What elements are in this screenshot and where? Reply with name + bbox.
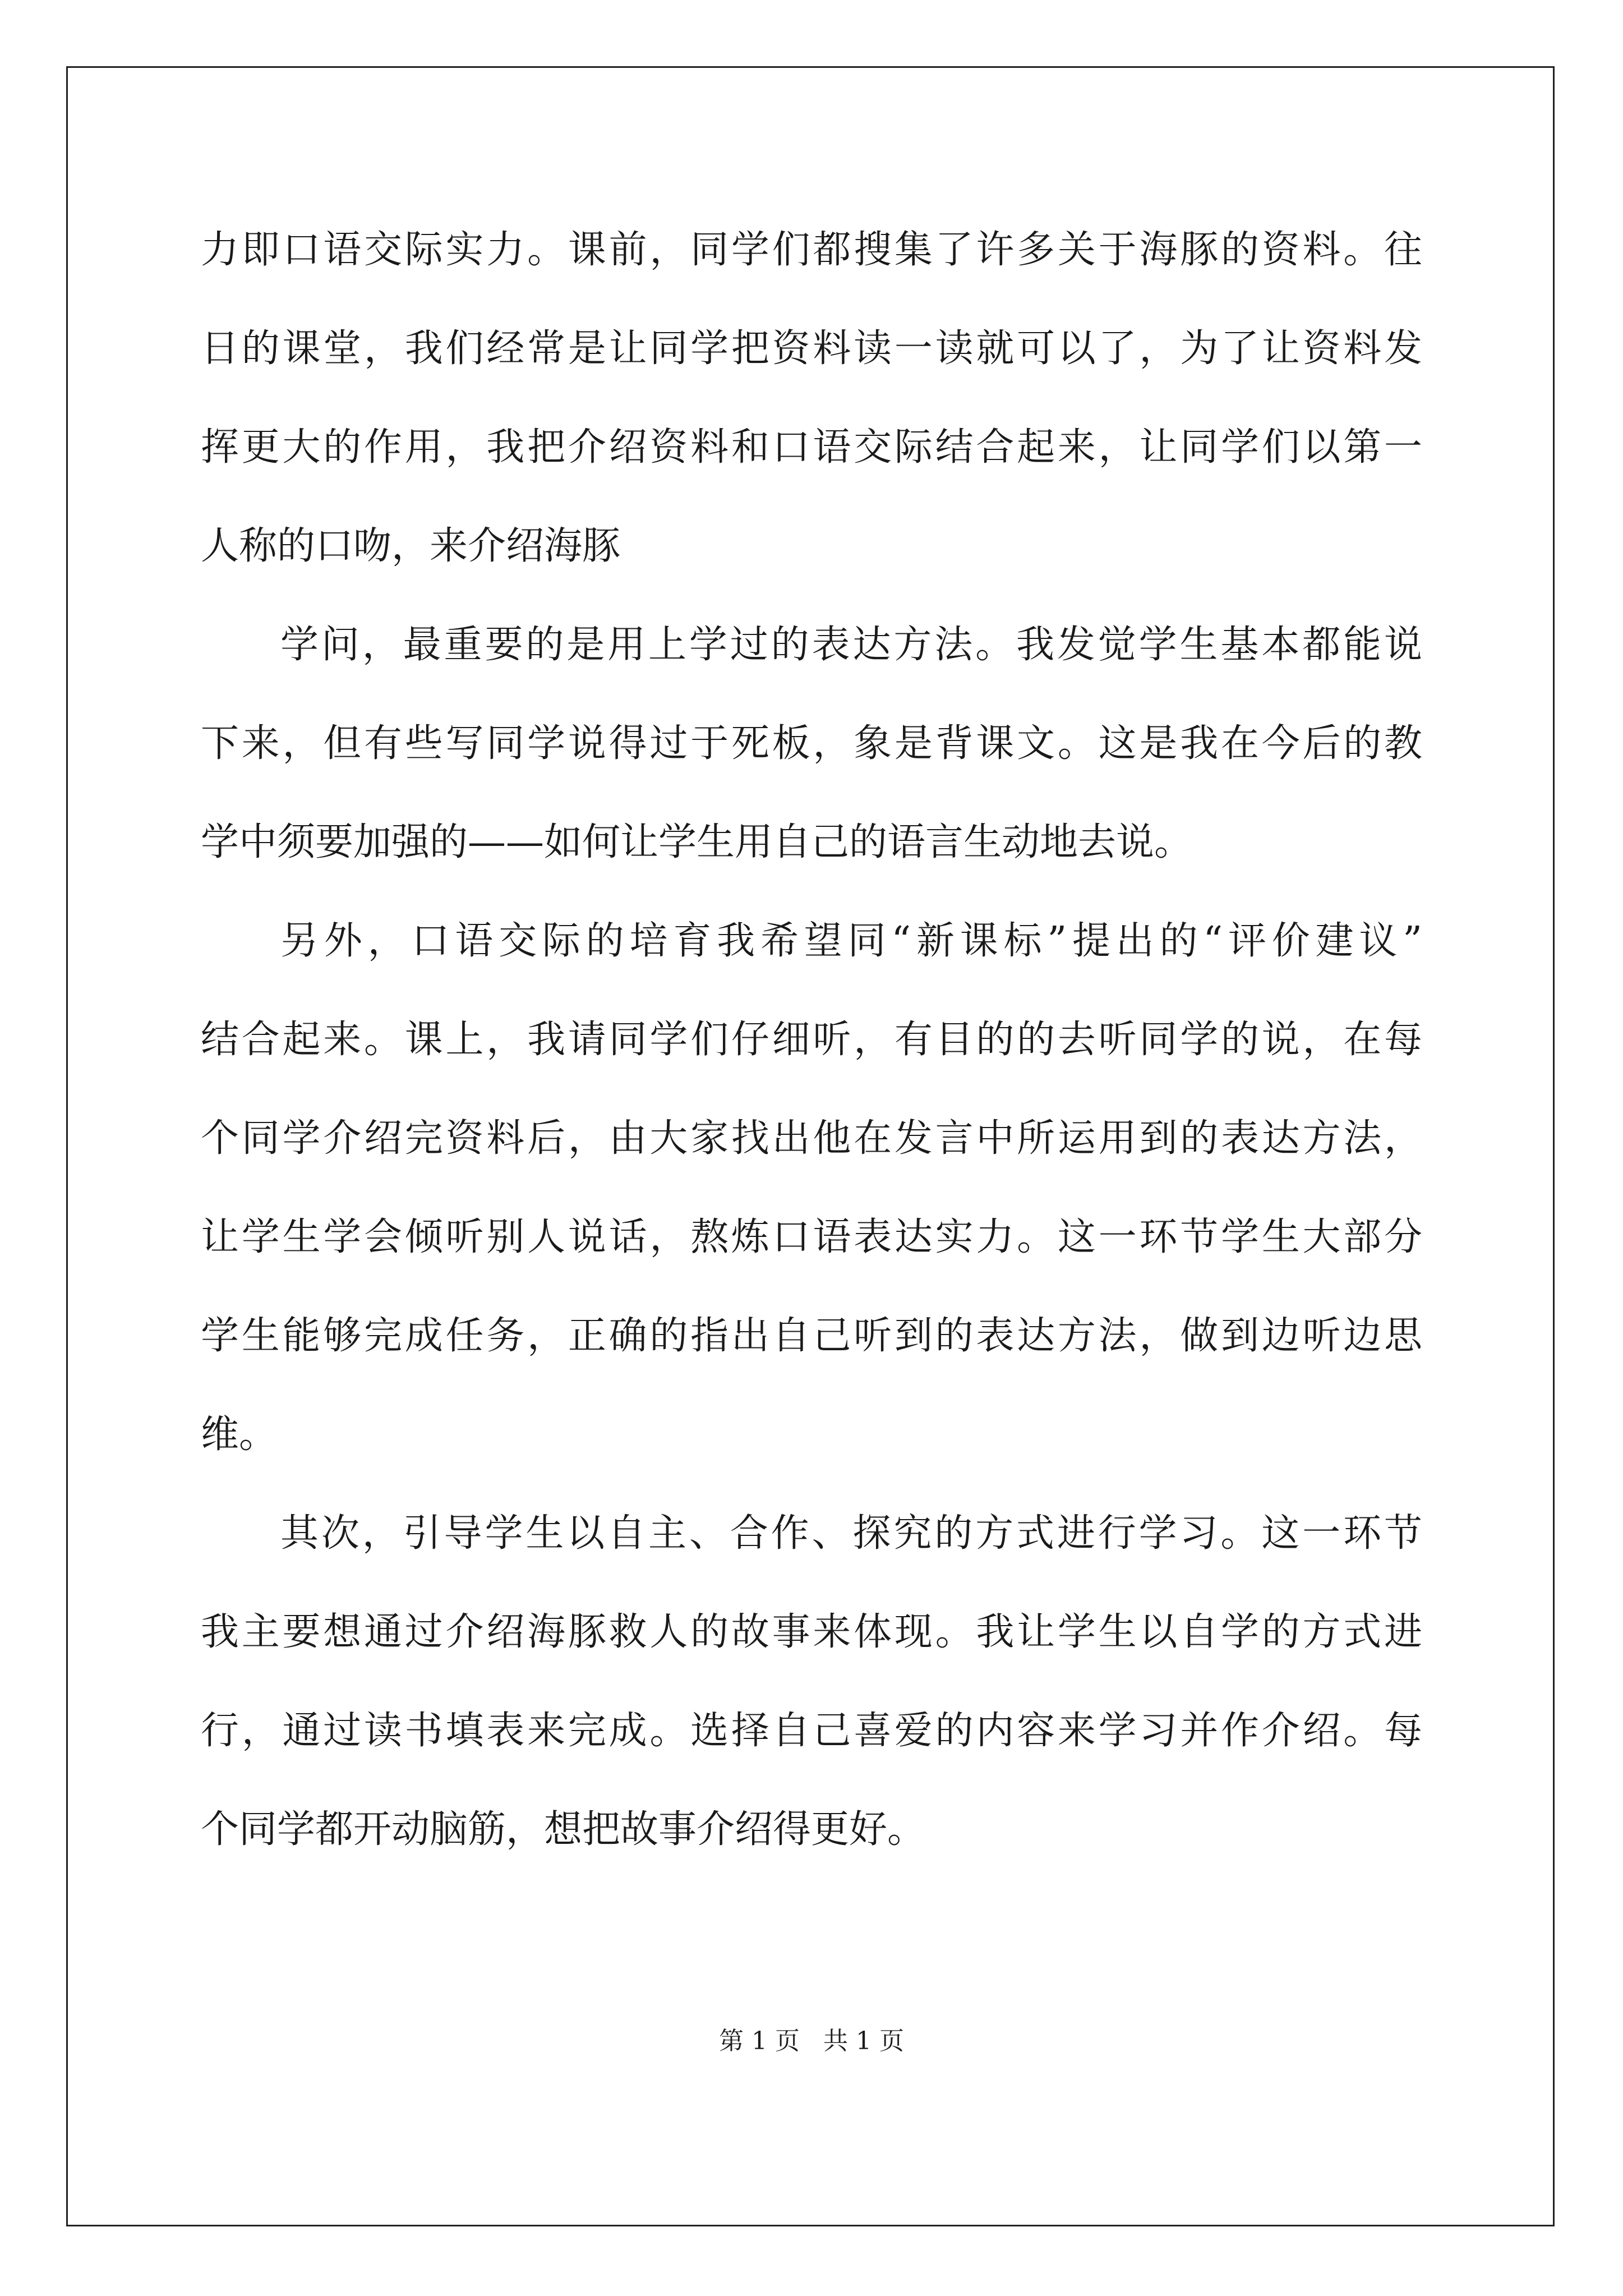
text-line: 挥更大的作用，我把介绍资料和口语交际结合起来，让同学们以第一 <box>201 425 1422 470</box>
text-line: 力即口语交际实力。课前，同学们都搜集了许多关于海豚的资料。往 <box>201 228 1422 272</box>
text-line: 学生能够完成任务，正确的指出自己听到的表达方法，做到边听边思 <box>201 1314 1422 1358</box>
text-line: 结合起来。课上，我请同学们仔细听，有目的的去听同学的说，在每 <box>201 1018 1422 1062</box>
text-line: 另外，口语交际的培育我希望同“新课标”提出的“评价建议” <box>280 919 1422 963</box>
text-line: 维。 <box>201 1412 278 1457</box>
text-line: 学中须要加强的——如何让学生用自己的语言生动地去说。 <box>201 820 1193 864</box>
text-line: 我主要想通过介绍海豚救人的故事来体现。我让学生以自学的方式进 <box>201 1610 1422 1654</box>
text-line: 人称的口吻，来介绍海豚 <box>201 524 621 568</box>
text-line: 其次，引导学生以自主、合作、探究的方式进行学习。这一环节 <box>280 1511 1422 1556</box>
page-number: 第 1 页 <box>719 2027 800 2055</box>
page-total: 共 1 页 <box>823 2027 904 2055</box>
text-line: 学问，最重要的是用上学过的表达方法。我发觉学生基本都能说 <box>280 623 1422 667</box>
text-line: 个同学都开动脑筋，想把故事介绍得更好。 <box>201 1807 926 1852</box>
text-line: 行，通过读书填表来完成。选择自己喜爱的内容来学习并作介绍。每 <box>201 1709 1422 1753</box>
text-line: 让学生学会倾听别人说话，熬炼口语表达实力。这一环节学生大部分 <box>201 1215 1422 1259</box>
text-line: 下来，但有些写同学说得过于死板，象是背课文。这是我在今后的教 <box>201 721 1422 766</box>
page-footer <box>0 2029 1623 2054</box>
text-line: 个同学介绍完资料后，由大家找出他在发言中所运用到的表达方法， <box>201 1116 1422 1161</box>
text-line: 日的课堂，我们经常是让同学把资料读一读就可以了，为了让资料发 <box>201 326 1422 371</box>
